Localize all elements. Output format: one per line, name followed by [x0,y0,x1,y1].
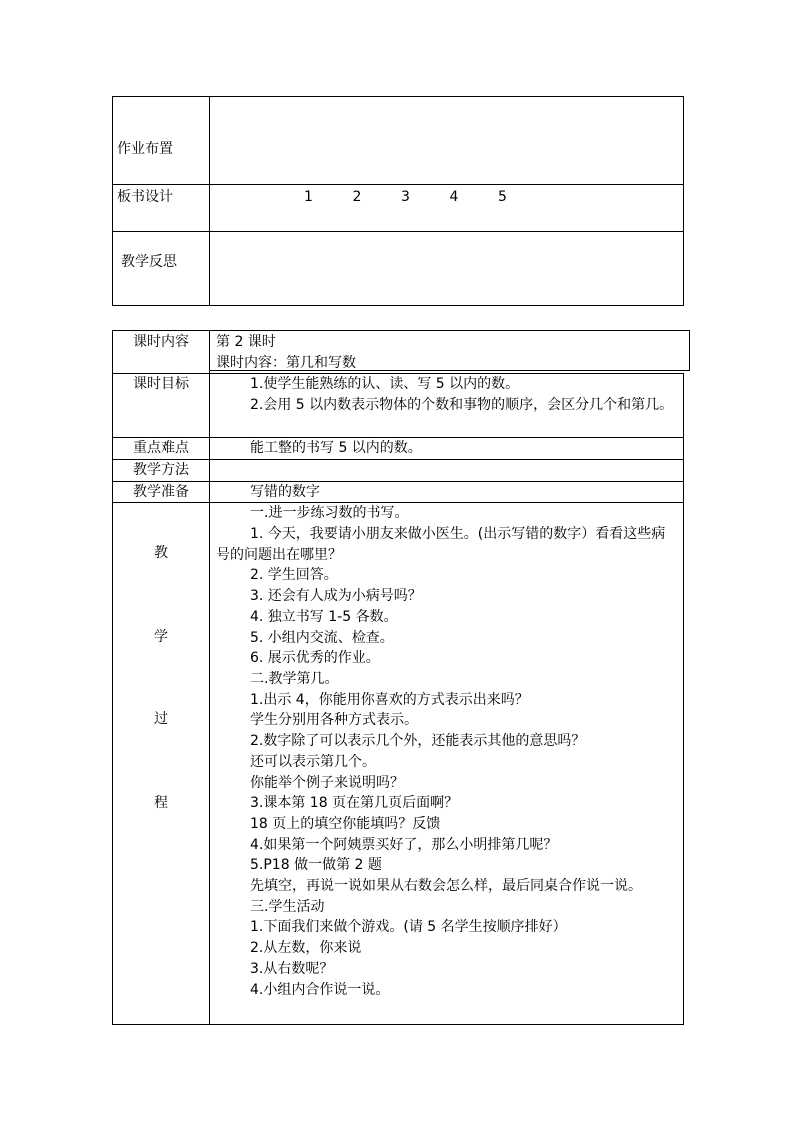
goal-line: 2.会用 5 以内数表示物体的个数和事物的顺序，会区分几个和第几。 [250,396,674,413]
process-line: 2.数字除了可以表示几个外，还能表示其他的意思吗？ [250,733,586,750]
process-line: 18 页上的填空你能填吗？反馈 [250,815,441,832]
process-line: 3. 还会有人成为小病号吗？ [250,588,422,605]
board-number: 1 [304,189,313,205]
content-label: 课时内容 [113,331,210,374]
content-row [113,331,684,374]
lesson-table [112,330,684,1025]
process-line: 一.进一步练习数的书写。 [250,505,409,522]
process-line: 你能举个例子来说明吗？ [250,774,404,791]
process-label [113,503,210,1025]
process-line: 先填空，再说一说如果从右数会怎么样，最后同桌合作说一说。 [250,878,642,895]
board-label: 板书设计 [113,185,210,232]
homework-cell [210,97,684,185]
process-line: 1. 今天，我要请小朋友来做小医生。(出示写错的数字）看看这些病号的问题出在哪里？ [216,526,666,563]
process-row [113,503,684,1025]
key-row [113,438,684,460]
board-cell [210,185,684,232]
process-line: 1.下面我们来做个游戏。(请 5 名学生按顺序排好） [250,919,567,936]
process-line: 3.从右数呢？ [250,960,334,977]
method-row [113,460,684,482]
goal-row [113,374,684,438]
goal-label: 课时目标 [113,374,210,438]
process-line: 学生分别用各种方式表示。 [250,712,418,729]
reflection-cell [210,232,684,306]
process-label-char: 学 [154,629,168,646]
process-line: 4.小组内合作说一说。 [250,981,390,998]
process-label-char: 过 [154,711,168,728]
process-line: 二.教学第几。 [250,671,339,687]
content-cell [210,331,684,374]
prep-row [113,481,684,503]
process-line: 6. 展示优秀的作业。 [250,650,380,667]
board-row [113,185,684,232]
process-line: 三.学生活动 [250,898,325,915]
homework-label: 作业布置 [113,97,210,185]
process-line: 还可以表示第几个。 [250,753,376,770]
board-number: 4 [449,189,459,205]
reflection-row [113,232,684,306]
key-text: 能工整的书写 5 以内的数。 [210,438,684,460]
prep-text: 写错的数字 [210,481,684,503]
goal-cell [210,374,684,438]
board-number: 2 [352,189,362,205]
homework-row [113,97,684,185]
prep-label: 教学准备 [113,481,210,503]
method-text [210,460,684,482]
board-number: 3 [401,189,410,205]
process-line: 3.课本第 18 页在第几页后面啊？ [250,795,459,812]
process-line: 2.从左数，你来说 [250,940,362,957]
process-line: 1.出示 4，你能用你喜欢的方式表示出来吗？ [250,691,529,708]
process-line: 4.如果第一个阿姨票买好了，那么小明排第几呢？ [250,836,558,853]
process-line: 5. 小组内交流、检查。 [250,629,394,646]
process-line: 4. 独立书写 1-5 各数。 [250,608,398,625]
process-line: 2. 学生回答。 [250,567,338,584]
process-line: 5.P18 做一做第 2 题 [250,857,382,874]
content-line: 第 2 课时 [216,334,276,350]
content-line: 课时内容：第几和写数 [216,354,356,371]
top-table [112,96,684,306]
key-label: 重点难点 [113,438,210,460]
process-label-char: 教 [154,545,168,562]
method-label: 教学方法 [113,460,210,482]
board-number: 5 [498,189,507,205]
process-cell [210,503,684,1025]
process-label-char: 程 [154,795,168,812]
goal-line: 1.使学生能熟练的认、读、写 5 以内的数。 [250,376,520,393]
reflection-label: 教学反思 [113,232,210,306]
